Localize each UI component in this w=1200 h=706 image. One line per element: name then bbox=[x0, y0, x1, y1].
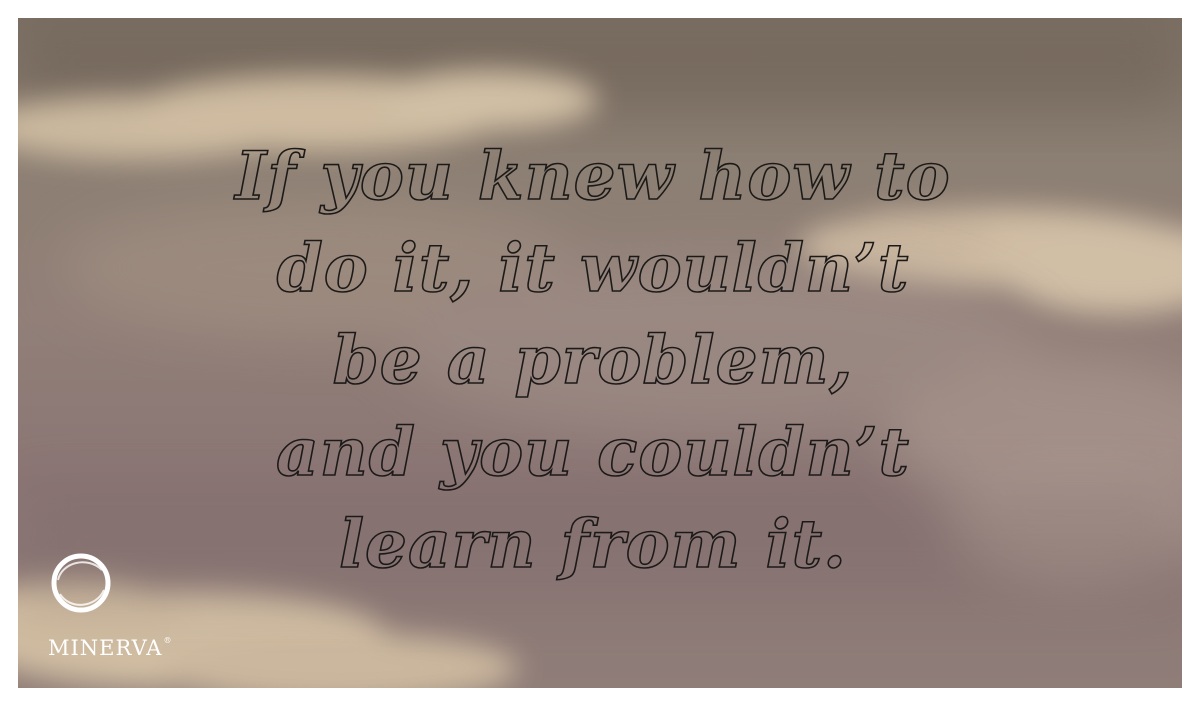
quote-line-5: learn from it. bbox=[338, 505, 848, 583]
quote-line-2: do it, it wouldn’t bbox=[276, 229, 910, 307]
ring-logo-icon bbox=[48, 550, 114, 616]
brand-name bbox=[48, 636, 172, 660]
trademark-symbol: ® bbox=[163, 636, 173, 645]
quote-text bbox=[168, 130, 1018, 590]
quote-line-4: and you couldn’t bbox=[275, 413, 911, 491]
brand-name-text: MINERVA bbox=[48, 636, 163, 660]
quote-line-3: be a problem, bbox=[332, 321, 854, 399]
minerva-logo bbox=[48, 550, 198, 670]
quote-line-1: If you knew how to bbox=[235, 137, 951, 215]
quote-poster bbox=[18, 18, 1182, 688]
